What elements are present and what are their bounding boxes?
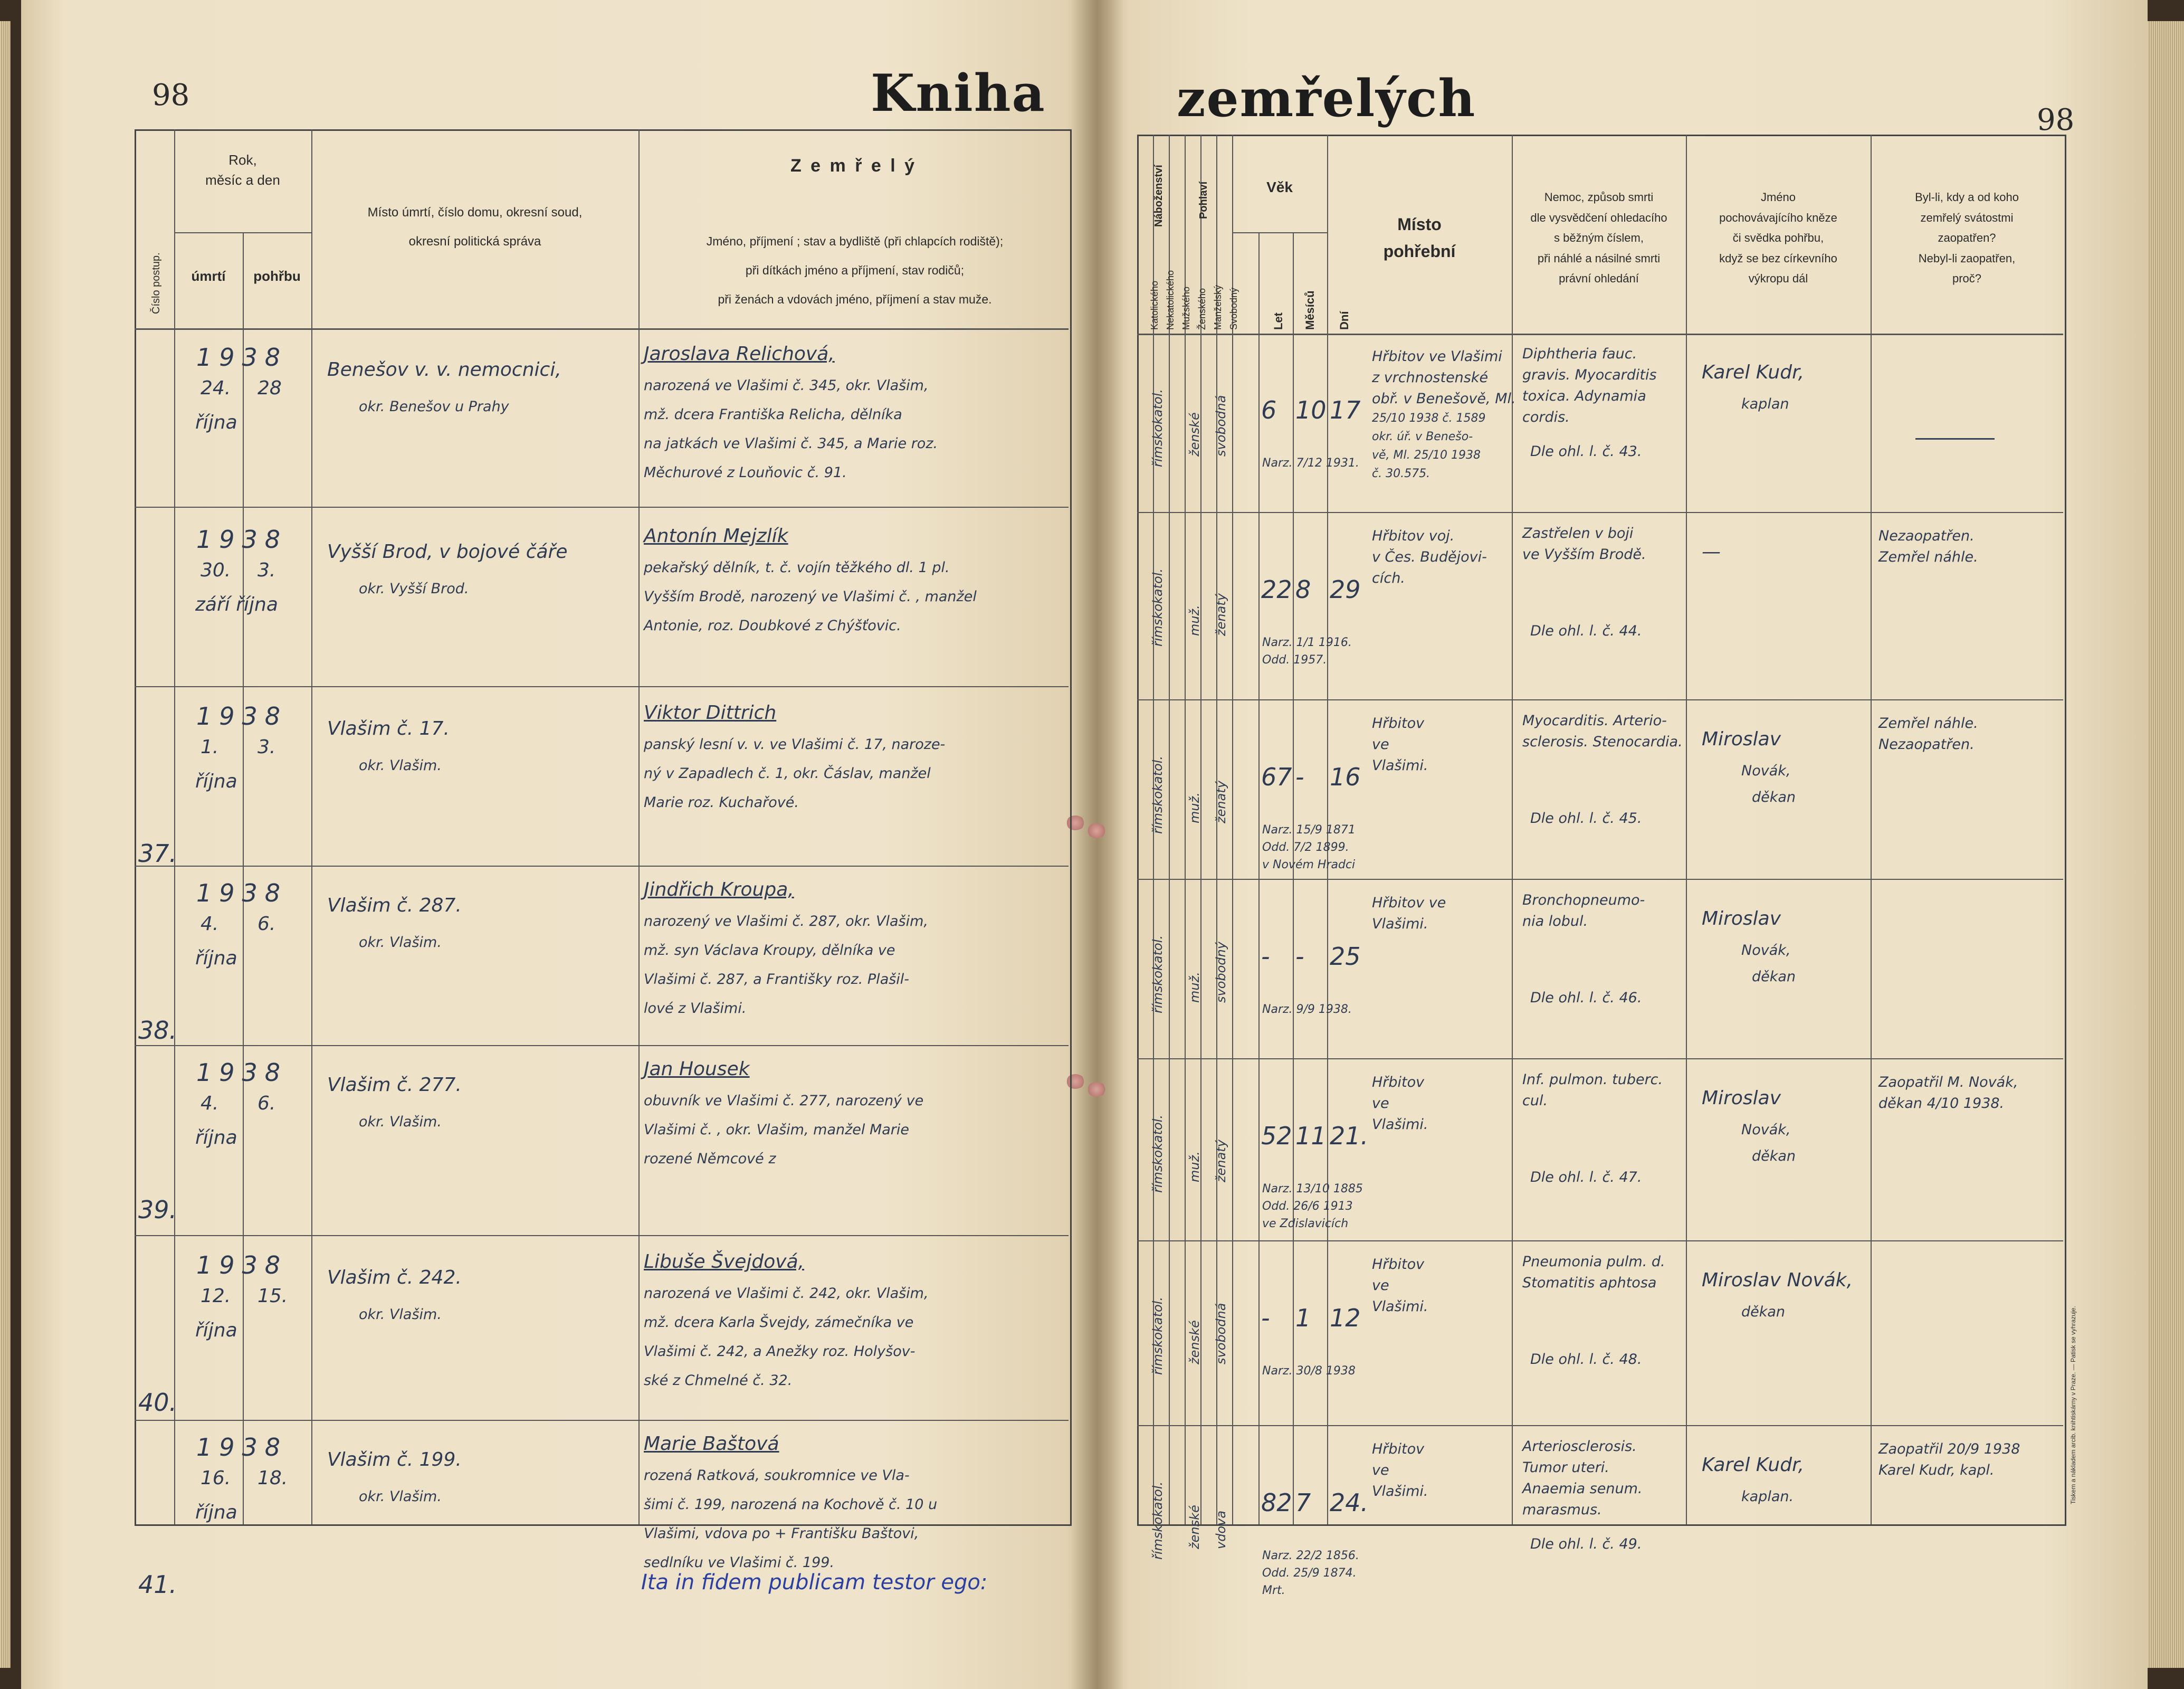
entry-month: října — [195, 1320, 237, 1341]
entry-cause-line1: Zastřelen v boji — [1522, 525, 1634, 542]
entry-cause-line3: Anaemia senum. — [1522, 1481, 1643, 1497]
entry-burial-day: 3. — [257, 736, 276, 758]
entry-cause-line5: Dle ohl. l. č. 47. — [1530, 1169, 1642, 1185]
header-rok-2: měsíc a den — [205, 172, 280, 188]
left-page-number: 98 — [152, 78, 190, 112]
entry-year: 1938 — [196, 1433, 288, 1462]
header-misto — [317, 198, 633, 256]
entry-cause-line1: Arteriosclerosis. — [1522, 1438, 1637, 1455]
entry-month: října — [195, 947, 237, 969]
entry-desc-line1: obuvník ve Vlašimi č. 277, narozený ve — [644, 1093, 924, 1109]
entry-desc-line4: ské z Chmelné č. 32. — [644, 1372, 793, 1389]
entry-priest-line2: Novák, — [1741, 1122, 1791, 1138]
entry-desc-line2: Vlašimi č. , okr. Vlašim, manžel Marie — [644, 1122, 910, 1138]
entry-age-note2: Odd. 25/9 1874. — [1262, 1567, 1357, 1580]
entry-priest-line1: Karel Kudr, — [1702, 362, 1805, 383]
entry-year: 1938 — [196, 879, 288, 907]
entry-desc-line3: Vlašimi č. 287, a Františky roz. Plašil- — [644, 971, 910, 988]
entry-name: Libuše Švejdová, — [644, 1251, 805, 1273]
entry-age-note1: Narz. 13/10 1885 — [1262, 1182, 1363, 1195]
attestation-note: Ita in fidem publicam testor ego: — [641, 1570, 988, 1595]
entry-status: ženatý — [1214, 593, 1228, 636]
col-rule — [1232, 135, 1233, 1524]
row-rule — [1137, 334, 2063, 335]
entry-number: 40. — [138, 1388, 177, 1417]
right-page-edge — [2148, 21, 2184, 1668]
entry-number: 37. — [138, 839, 177, 868]
entry-sacrament-line2: Zemřel náhle. — [1878, 549, 1978, 565]
entry-status: vdova — [1214, 1510, 1228, 1549]
binding-thread — [1087, 823, 1106, 838]
entry-age-note3: ve Zdislavicích — [1262, 1217, 1349, 1230]
header-misto-pohrebni-2: pohřební — [1383, 242, 1456, 261]
entry-burial-line2: z vrchnostenské — [1372, 369, 1489, 386]
entry-age-note1: Narz. 30/8 1938 — [1262, 1364, 1356, 1378]
header-katolickeho: Katolického — [1149, 280, 1160, 330]
entry-burial-line6: vě, Ml. 25/10 1938 — [1372, 449, 1481, 462]
entry-place-line1: Vlašim č. 277. — [327, 1074, 462, 1096]
header-byl-5: proč? — [1952, 272, 1982, 285]
header-rok — [174, 150, 311, 190]
header-pohlavi: Pohlaví — [1198, 181, 1209, 219]
entry-month: října — [195, 771, 237, 792]
entry-name: Jindřich Kroupa, — [644, 879, 794, 900]
row-rule — [135, 866, 1069, 867]
entry-age-days: 29 — [1330, 575, 1361, 604]
entry-desc-line2: Vyšším Brodě, narozený ve Vlašimi č. , manžel — [644, 589, 977, 605]
header-svobodny: Svobodný — [1228, 287, 1239, 330]
entry-cause-line4: marasmus. — [1522, 1502, 1602, 1518]
entry-place-line2: okr. Vyšší Brod. — [359, 581, 469, 597]
entry-priest-line2: Novák, — [1741, 763, 1791, 779]
header-nemoc-3: s běžným číslem, — [1554, 231, 1644, 244]
entry-religion: římskokatol. — [1150, 389, 1165, 467]
entry-cause-line5: Dle ohl. l. č. 43. — [1530, 443, 1642, 460]
entry-burial-line7: č. 30.575. — [1372, 467, 1430, 480]
entry-priest-line1: Miroslav — [1702, 728, 1781, 750]
entry-cause-line4: cordis. — [1522, 409, 1570, 425]
header-umrti: úmrtí — [191, 268, 226, 284]
left-page-edge — [0, 21, 11, 1668]
entry-burial-line2: Vlašimi. — [1372, 916, 1428, 932]
entry-religion: římskokatol. — [1150, 568, 1165, 647]
col-rule — [174, 129, 175, 1524]
entry-age-note1: Narz. 7/12 1931. — [1262, 457, 1359, 470]
entry-burial-line1: Hřbitov — [1372, 715, 1425, 732]
entry-age-days: 12 — [1330, 1304, 1361, 1332]
entry-desc-line1: narozená ve Vlašimi č. 345, okr. Vlašim, — [644, 377, 929, 394]
entry-cause-line1: Pneumonia pulm. d. — [1522, 1254, 1665, 1270]
entry-place-line2: okr. Benešov u Prahy — [359, 398, 509, 415]
header-zemrely-2: při dítkách jméno a příjmení, stav rodičů; — [745, 263, 965, 278]
entry-cause-line2: nia lobul. — [1522, 913, 1588, 929]
entry-priest-line1: Miroslav — [1702, 908, 1781, 929]
entry-burial-line1: Hřbitov — [1372, 1441, 1425, 1457]
header-nemoc-5: právní ohledání — [1559, 272, 1639, 285]
entry-desc-line3: rozené Němcové z — [644, 1151, 776, 1167]
entry-cause-line1: Bronchopneumo- — [1522, 892, 1645, 908]
entry-cause-line5: Dle ohl. l. č. 45. — [1530, 810, 1642, 827]
row-rule — [135, 1420, 1069, 1421]
header-byl-3: zaopatřen? — [1938, 231, 1996, 244]
entry-month: října — [195, 1127, 237, 1149]
entry-desc-line3: Antonie, roz. Doubkové z Chýšťovic. — [644, 618, 901, 634]
col-rule — [1185, 135, 1186, 1524]
entry-age-months: 10 — [1295, 396, 1327, 424]
entry-burial-line2: ve — [1372, 1095, 1389, 1112]
entry-burial-line1: Hřbitov ve Vlašimi — [1372, 348, 1502, 365]
entry-place-line1: Benešov v. v. nemocnici, — [327, 359, 561, 381]
entry-sex: muž. — [1187, 792, 1202, 823]
header-misto-pohrebni — [1327, 211, 1512, 265]
entry-desc-line3: Marie roz. Kuchařové. — [644, 794, 799, 811]
header-nemoc — [1512, 187, 1686, 289]
entry-religion: římskokatol. — [1150, 756, 1165, 834]
header-vek: Věk — [1266, 179, 1293, 195]
entry-age-months: - — [1295, 763, 1304, 791]
entry-age-months: 8 — [1295, 575, 1311, 604]
entry-priest-line1: Miroslav — [1702, 1087, 1781, 1109]
header-pohrbu: pohřbu — [253, 268, 301, 284]
right-page-number: 98 — [2037, 103, 2075, 137]
entry-age-months: 7 — [1295, 1488, 1311, 1517]
left-page-title: Kniha — [871, 63, 1046, 123]
entry-age-days: 17 — [1330, 396, 1361, 424]
entry-priest-line3: děkan — [1752, 1148, 1796, 1164]
entry-number: 39. — [138, 1195, 177, 1224]
entry-religion: římskokatol. — [1150, 1115, 1165, 1193]
entry-year: 1938 — [196, 1058, 288, 1087]
entry-age-days: 25 — [1330, 942, 1361, 971]
entry-month: října — [195, 1502, 237, 1523]
entry-sacrament-line1: Nezaopatřen. — [1878, 528, 1975, 544]
header-jmeno-5: výkropu dál — [1748, 272, 1808, 285]
entry-place-line1: Vlašim č. 17. — [327, 718, 450, 739]
entry-desc-line4: Měchurové z Louňovic č. 91. — [644, 464, 847, 481]
entry-desc-line1: rozená Ratková, soukromnice ve Vla- — [644, 1467, 910, 1484]
entry-priest-line2: děkan — [1741, 1304, 1786, 1320]
entry-desc-line1: narozená ve Vlašimi č. 242, okr. Vlašim, — [644, 1285, 929, 1302]
entry-death-day: 16. — [201, 1467, 231, 1489]
entry-burial-day: 6. — [257, 1093, 276, 1114]
entry-desc-line2: mž. dcera Karla Švejdy, zámečníka ve — [644, 1314, 914, 1331]
header-rok-1: Rok, — [228, 152, 257, 168]
left-table-frame — [135, 129, 1072, 1526]
entry-desc-line1: pekařský dělník, t. č. vojín těžkého dl. 1 pl. — [644, 559, 950, 576]
entry-age-years: - — [1261, 942, 1270, 971]
binding-thread — [1087, 1082, 1106, 1097]
header-nemoc-1: Nemoc, způsob smrti — [1544, 191, 1654, 204]
entry-cause-line5: Dle ohl. l. č. 46. — [1530, 990, 1642, 1006]
entry-status: ženatý — [1214, 1140, 1228, 1182]
entry-year: 1938 — [196, 702, 288, 730]
header-zemrely: Z e m ř e l ý — [790, 156, 917, 176]
entry-death-day: 24. — [201, 377, 231, 399]
entry-cause-line1: Inf. pulmon. tuberc. — [1522, 1071, 1663, 1088]
entry-desc-line4: lové z Vlašimi. — [644, 1000, 747, 1017]
entry-sacrament-line2: Nezaopatřen. — [1878, 736, 1975, 753]
entry-age-days: 16 — [1330, 763, 1361, 791]
entry-cause-line3: toxica. Adynamia — [1522, 388, 1646, 404]
col-rule — [1200, 135, 1201, 1524]
entry-burial-day: 3. — [257, 559, 276, 581]
entry-age-note1: Narz. 22/2 1856. — [1262, 1549, 1359, 1562]
entry-desc-line2: ný v Zapadlech č. 1, okr. Čáslav, manžel — [644, 765, 931, 782]
entry-burial-line1: Hřbitov — [1372, 1256, 1425, 1273]
entry-priest-line2: kaplan. — [1741, 1488, 1794, 1505]
entry-age-years: 67 — [1261, 763, 1292, 791]
header-zemrely-1: Jméno, příjmení ; stav a bydliště (při chlapcích rodiště); — [706, 234, 1004, 248]
entry-sacrament-line2: Karel Kudr, kapl. — [1878, 1462, 1995, 1478]
entry-name: Viktor Dittrich — [644, 702, 777, 724]
entry-status: svobodný — [1214, 942, 1228, 1003]
entry-religion: římskokatol. — [1150, 1297, 1165, 1375]
entry-age-years: 22 — [1261, 575, 1292, 604]
entry-age-note2: Odd. 26/6 1913 — [1262, 1200, 1353, 1213]
entry-status: svobodná — [1214, 1303, 1228, 1364]
row-rule — [135, 686, 1069, 687]
col-rule — [1258, 232, 1260, 1524]
col-rule — [638, 129, 640, 1524]
entry-cause-line1: Diphtheria fauc. — [1522, 346, 1637, 362]
entry-religion: římskokatol. — [1150, 935, 1165, 1013]
row-rule — [174, 232, 311, 233]
entry-desc-line2: mž. dcera Františka Relicha, dělníka — [644, 406, 902, 423]
entry-burial-line1: Hřbitov ve — [1372, 895, 1446, 911]
header-nemoc-4: při náhlé a násilné smrti — [1537, 251, 1661, 265]
entry-priest-line2: kaplan — [1741, 396, 1789, 412]
col-rule — [311, 129, 312, 1524]
entry-burial-day: 28 — [257, 377, 282, 399]
entry-burial-line3: Vlašimi. — [1372, 1483, 1428, 1500]
entry-cause-line2: sclerosis. Stenocardia. — [1522, 734, 1683, 750]
header-jmeno-2: pochovávajícího kněze — [1719, 211, 1837, 224]
entry-sex: muž. — [1187, 1151, 1202, 1182]
entry-burial-line2: ve — [1372, 1277, 1389, 1294]
row-rule — [135, 1045, 1069, 1046]
entry-cause-line5: Dle ohl. l. č. 48. — [1530, 1351, 1642, 1368]
row-rule — [1232, 232, 1327, 233]
entry-year: 1938 — [196, 525, 288, 554]
row-rule — [135, 328, 1069, 330]
header-jmeno-4: když se bez církevního — [1719, 251, 1837, 265]
entry-age-note3: Mrt. — [1262, 1584, 1285, 1597]
entry-name: Jaroslava Relichová, — [644, 343, 835, 365]
entry-burial-line3: Vlašimi. — [1372, 757, 1428, 774]
entry-cause-line5: Dle ohl. l. č. 44. — [1530, 623, 1642, 639]
entry-age-years: - — [1261, 1304, 1270, 1332]
entry-burial-line1: Hřbitov — [1372, 1074, 1425, 1090]
header-cislo: Číslo postup. — [150, 252, 162, 314]
entry-age-days: 24. — [1330, 1488, 1369, 1517]
col-rule — [243, 232, 244, 1524]
entry-status: ženatý — [1214, 781, 1228, 823]
row-rule — [1137, 699, 2063, 700]
entry-priest-line1: Karel Kudr, — [1702, 1454, 1805, 1476]
header-byl-2: zemřelý svátostmi — [1920, 211, 2014, 224]
header-nekatolickeho: Nekatolického — [1165, 270, 1176, 330]
entry-burial-line3: Vlašimi. — [1372, 1298, 1428, 1315]
entry-sex: ženské — [1187, 1320, 1202, 1364]
entry-desc-line2: mž. syn Václava Kroupy, dělníka ve — [644, 942, 895, 959]
entry-age-note3: v Novém Hradci — [1262, 858, 1356, 871]
col-rule — [1293, 232, 1294, 1524]
header-misto-1: Místo úmrtí, číslo domu, okresní soud, — [367, 205, 583, 220]
header-jmeno-knez — [1686, 187, 1871, 289]
entry-death-day: 4. — [201, 913, 219, 935]
entry-place-line1: Vlašim č. 287. — [327, 895, 462, 916]
entry-age-note1: Narz. 9/9 1938. — [1262, 1003, 1352, 1016]
entry-burial-day: 6. — [257, 913, 276, 935]
header-zenskeho: Ženského — [1197, 288, 1207, 330]
header-misto-2: okresní politická správa — [408, 234, 541, 249]
entry-desc-line1: panský lesní v. v. ve Vlašimi č. 17, naroze- — [644, 736, 946, 753]
entry-burial-line5: okr. úř. v Benešo- — [1372, 430, 1473, 443]
entry-priest-line3: děkan — [1752, 969, 1796, 985]
entry-name: Antonín Mejzlík — [644, 525, 788, 547]
entry-age-years: 82 — [1261, 1488, 1292, 1517]
entry-age-note2: Odd. 7/2 1899. — [1262, 841, 1349, 854]
header-jmeno-3: či svědka pohřbu, — [1732, 231, 1824, 244]
entry-place-line2: okr. Vlašim. — [359, 757, 442, 774]
entry-place-line2: okr. Vlašim. — [359, 1488, 442, 1505]
entry-desc-line3: na jatkách ve Vlašimi č. 345, a Marie roz. — [644, 435, 938, 452]
entry-death-day: 4. — [201, 1093, 219, 1114]
entry-age-note1: Narz. 1/1 1916. — [1262, 636, 1352, 649]
entry-death-day: 1. — [201, 736, 219, 758]
entry-place-line1: Vlašim č. 199. — [327, 1449, 462, 1470]
row-rule — [1137, 1425, 2063, 1426]
entry-desc-line3: Vlašimi č. 242, a Anežky roz. Holyšov- — [644, 1343, 915, 1360]
header-let: Let — [1272, 312, 1285, 330]
entry-death-day: 12. — [201, 1285, 231, 1307]
entry-age-days: 21. — [1330, 1122, 1369, 1150]
entry-cause-line2: Tumor uteri. — [1522, 1459, 1609, 1476]
header-byl-4: Nebyl-li zaopatřen, — [1918, 251, 2016, 265]
printer-note: Tiskem a nákladem arcib. knihtiskárny v Praze. — Patisk se vyhrazuje. — [2069, 1306, 2077, 1504]
entry-sex: ženské — [1187, 412, 1202, 457]
entry-desc-line3: Vlašimi, vdova po + Františku Baštovi, — [644, 1525, 919, 1542]
entry-desc-line4: sedlníku ve Vlašimi č. 199. — [644, 1554, 835, 1571]
row-rule — [1137, 1058, 2063, 1059]
entry-sex: muž. — [1187, 605, 1202, 636]
entry-age-months: 11 — [1295, 1122, 1327, 1150]
entry-sacrament-line1: Zemřel náhle. — [1878, 715, 1978, 732]
entry-cause-line2: ve Vyšším Brodě. — [1522, 546, 1646, 563]
col-rule — [1169, 135, 1170, 1524]
entry-desc-line1: narozený ve Vlašimi č. 287, okr. Vlašim, — [644, 913, 928, 929]
entry-priest-line1: — — [1702, 541, 1721, 563]
row-rule — [1137, 1240, 2063, 1241]
entry-sacrament-line1: Zaopatřil M. Novák, — [1878, 1074, 2018, 1090]
entry-cause-line1: Myocarditis. Arterio- — [1522, 713, 1667, 729]
entry-place-line2: okr. Vlašim. — [359, 1114, 442, 1130]
entry-status: svobodná — [1214, 395, 1228, 457]
entry-desc-line2: šimi č. 199, narozená na Kochově č. 10 u — [644, 1496, 938, 1513]
entry-burial-day: 15. — [257, 1285, 288, 1307]
col-rule — [1871, 135, 1872, 1524]
col-rule — [1686, 135, 1687, 1524]
entry-burial-line2: ve — [1372, 736, 1389, 753]
entry-priest-line1: Miroslav Novák, — [1702, 1269, 1853, 1291]
right-page-title: zemřelých — [1177, 69, 1476, 128]
entry-priest-line2: Novák, — [1741, 942, 1791, 959]
entry-number: 41. — [138, 1570, 177, 1599]
header-zemrely-desc — [644, 227, 1066, 315]
entry-sex: ženské — [1187, 1505, 1202, 1549]
entry-death-day: 30. — [201, 559, 231, 581]
header-byl-1: Byl-li, kdy a od koho — [1915, 191, 2019, 204]
header-zemrely-3: při ženách a vdovách jméno, příjmení a stav muže. — [718, 292, 992, 307]
row-rule — [135, 507, 1069, 508]
entry-age-note2: Odd. 1957. — [1262, 653, 1327, 667]
entry-burial-line3: Vlašimi. — [1372, 1116, 1428, 1133]
entry-cause-line2: gravis. Myocarditis — [1522, 367, 1657, 383]
row-rule — [1137, 879, 2063, 880]
entry-cause-line5: Dle ohl. l. č. 49. — [1530, 1536, 1642, 1552]
header-nabozenstvi: Náboženství — [1153, 165, 1165, 227]
entry-sex: muž. — [1187, 972, 1202, 1003]
empty-dash — [1915, 438, 1995, 440]
header-dni: Dní — [1338, 311, 1351, 330]
header-mesicu: Měsíců — [1303, 290, 1317, 330]
header-jmeno-1: Jméno — [1760, 191, 1796, 204]
entry-number: 38. — [138, 1016, 177, 1045]
entry-place-line2: okr. Vlašim. — [359, 1306, 442, 1323]
entry-sacrament-line2: děkan 4/10 1938. — [1878, 1095, 2005, 1112]
col-rule — [1512, 135, 1513, 1524]
entry-age-months: - — [1295, 942, 1304, 971]
spine-shadow — [1071, 0, 1124, 1689]
entry-place-line2: okr. Vlašim. — [359, 934, 442, 951]
entry-burial-line3: obř. v Benešově, Ml. — [1372, 391, 1516, 407]
row-rule — [1137, 512, 2063, 513]
header-misto-pohrebni-1: Místo — [1397, 215, 1442, 234]
entry-place-line1: Vyšší Brod, v bojové čáře — [327, 541, 568, 563]
entry-burial-line2: ve — [1372, 1462, 1389, 1478]
entry-place-line1: Vlašim č. 242. — [327, 1267, 462, 1288]
entry-religion: římskokatol. — [1150, 1482, 1165, 1560]
entry-cause-line2: Stomatitis aphtosa — [1522, 1275, 1657, 1291]
entry-age-months: 1 — [1295, 1304, 1311, 1332]
entry-name: Jan Housek — [644, 1058, 750, 1080]
entry-cause-line2: cul. — [1522, 1093, 1548, 1109]
entry-year: 1938 — [196, 1251, 288, 1279]
entry-month: září října — [195, 594, 278, 615]
entry-age-years: 52 — [1261, 1122, 1292, 1150]
entry-month: října — [195, 412, 237, 433]
entry-burial-day: 18. — [257, 1467, 288, 1489]
entry-sacrament-line1: Zaopatřil 20/9 1938 — [1878, 1441, 2020, 1457]
header-zaopatren — [1871, 187, 2063, 289]
row-rule — [135, 1235, 1069, 1236]
entry-burial-line2: v Čes. Budějovi- — [1372, 549, 1487, 565]
entry-age-years: 6 — [1261, 396, 1277, 424]
entry-burial-line3: cích. — [1372, 570, 1405, 586]
entry-priest-line3: děkan — [1752, 789, 1796, 805]
entry-burial-line1: Hřbitov voj. — [1372, 528, 1455, 544]
entry-year: 1938 — [196, 343, 288, 372]
header-muzskeho: Mužského — [1181, 286, 1191, 330]
header-manzelsky: Manželský — [1213, 284, 1223, 330]
entry-name: Marie Baštová — [644, 1433, 779, 1455]
header-nemoc-2: dle vysvědčení ohledacího — [1530, 211, 1667, 224]
entry-age-note1: Narz. 15/9 1871 — [1262, 823, 1356, 837]
entry-burial-line4: 25/10 1938 č. 1589 — [1372, 412, 1486, 425]
